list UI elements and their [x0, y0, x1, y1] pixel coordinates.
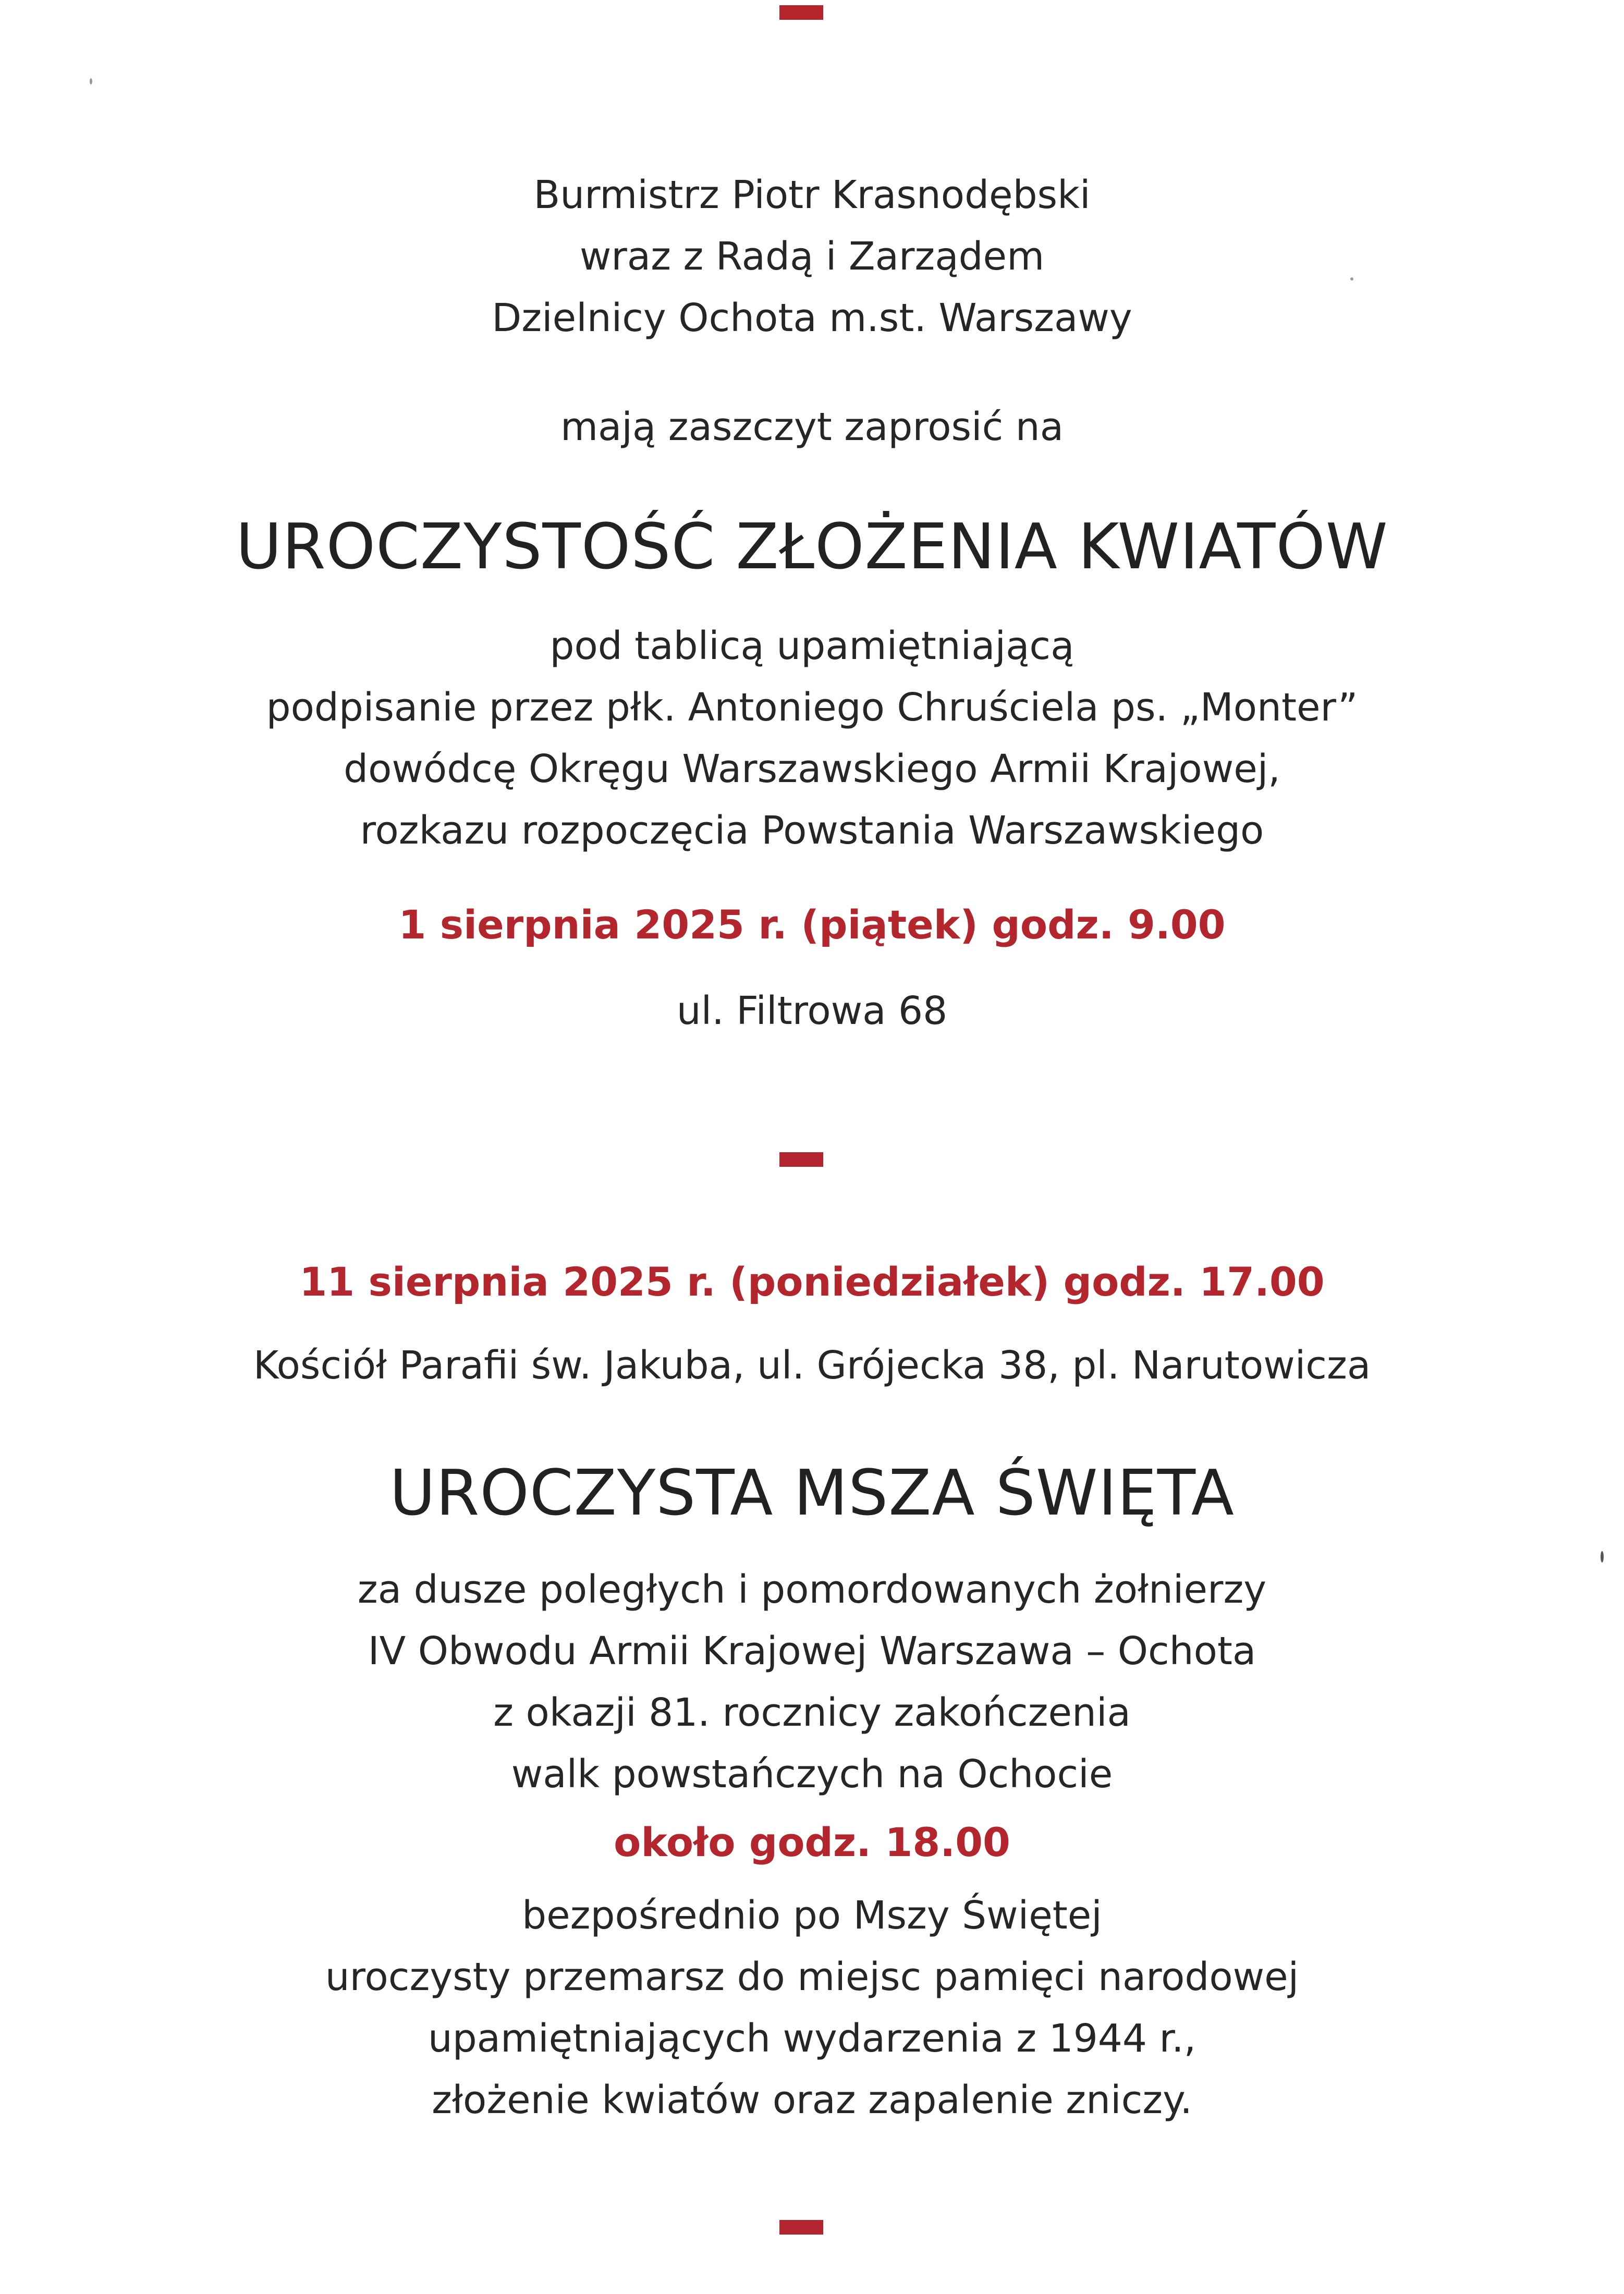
event1-datetime-text: 1 sierpnia 2025 r. (piątek) godz. 9.00: [398, 901, 1226, 948]
event1-title-text: UROCZYSTOŚĆ ZŁOŻENIA KWIATÓW: [236, 511, 1388, 583]
event1-description-line: podpisanie przez płk. Antoniego Chruściela ps. „Monter”: [266, 685, 1358, 730]
event2-dedication-line: walk powstańczych na Ochocie: [511, 1752, 1113, 1797]
event2-datetime-text: 11 sierpnia 2025 r. (poniedziałek) godz. 17.00: [299, 1259, 1325, 1305]
event2-dedication-line: IV Obwodu Armii Krajowej Warszawa – Ochota: [368, 1629, 1256, 1674]
scan-speck: [1601, 1551, 1604, 1563]
event2-followup-time: [0, 1812, 1624, 1873]
event2-dedication-line: za dusze poległych i pomordowanych żołnierzy: [357, 1567, 1267, 1612]
event2-dedication: [0, 1559, 1624, 1805]
organizers-block: [0, 164, 1624, 349]
event2-followup-time-text: około godz. 18.00: [614, 1819, 1010, 1865]
invite-text: mają zaszczyt zaprosić na: [560, 405, 1064, 449]
event2-followup-line: upamiętniających wydarzenia z 1944 r.,: [428, 2016, 1196, 2061]
event1-description-line: pod tablicą upamiętniającą: [550, 624, 1074, 668]
event2-followup-line: złożenie kwiatów oraz zapalenie zniczy.: [432, 2078, 1192, 2122]
event2-title-text: UROCZYSTA MSZA ŚWIĘTA: [389, 1457, 1235, 1530]
event1-description-line: rozkazu rozpoczęcia Powstania Warszawskiego: [360, 808, 1264, 853]
event2-title: [0, 1457, 1624, 1530]
event1-address-text: ul. Filtrowa 68: [676, 989, 948, 1033]
top-red-divider: [779, 5, 823, 20]
organizer-line: Burmistrz Piotr Krasnodębski: [533, 173, 1091, 217]
scan-speck: [90, 78, 92, 84]
event2-location-text: Kościół Parafii św. Jakuba, ul. Grójecka 38, pl. Narutowicza: [253, 1343, 1371, 1388]
event2-location: [0, 1335, 1624, 1396]
event1-title: [0, 511, 1624, 584]
middle-red-divider: [779, 1152, 823, 1167]
event2-followup-line: uroczysty przemarsz do miejsc pamięci narodowej: [325, 1955, 1299, 1999]
organizer-line: Dzielnicy Ochota m.st. Warszawy: [492, 296, 1132, 340]
organizer-line: wraz z Radą i Zarządem: [579, 234, 1045, 279]
event1-datetime: [0, 894, 1624, 956]
event1-description: [0, 615, 1624, 861]
invite-line: [0, 396, 1624, 458]
event2-followup: [0, 1885, 1624, 2131]
event1-address: [0, 980, 1624, 1042]
event2-datetime: [0, 1251, 1624, 1313]
bottom-red-divider: [779, 2220, 823, 2235]
scan-speck: [1350, 277, 1353, 280]
event1-description-line: dowódcę Okręgu Warszawskiego Armii Krajowej,: [344, 747, 1280, 791]
event2-followup-line: bezpośrednio po Mszy Świętej: [522, 1893, 1102, 1938]
event2-dedication-line: z okazji 81. rocznicy zakończenia: [493, 1690, 1131, 1735]
